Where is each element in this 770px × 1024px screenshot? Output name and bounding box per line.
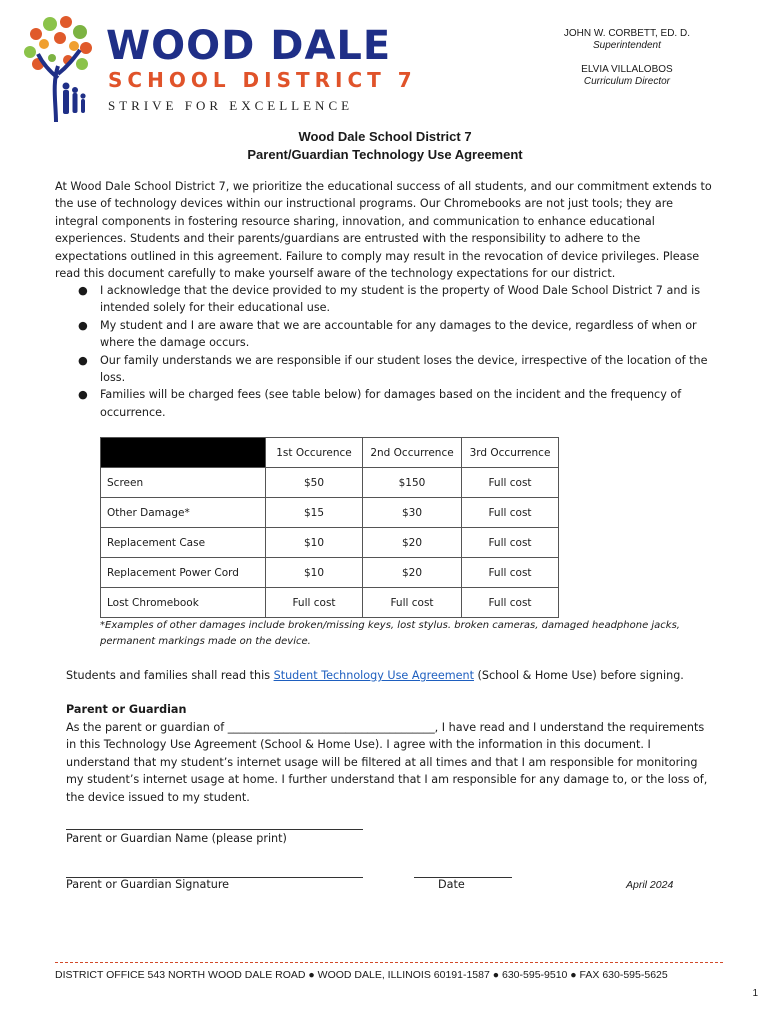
list-item: ● My student and I are aware that we are accountable for any damages to the device, regardless of when or where the damage occurs. xyxy=(78,318,697,350)
acknowledgement-list xyxy=(78,282,718,421)
director-title: Curriculum Director xyxy=(583,76,670,87)
guardian-name-label: Parent or Guardian Name (please print) xyxy=(66,832,287,845)
table-header: 2nd Occurrence xyxy=(363,438,462,468)
revision-date: April 2024 xyxy=(626,879,674,891)
director-name: ELVIA VILLALOBOS xyxy=(581,64,673,75)
list-item: ● Our family understands we are responsible if our student loses the device, irrespective of the location of the loss. xyxy=(78,353,708,385)
family-silhouette xyxy=(63,83,86,115)
intro-paragraph: At Wood Dale School District 7, we prioritize the educational success of all students, and our commitment extends to the use of technology devices within our instructional programs. Our Chromebooks are not just tools; they are integral components in fostering resource sharing, innovation, and communication to enhance educational experiences. Students and their parents/guardians are entrusted with the responsibility to adhere to the expectations outlined in this agreement. Failure to comply may result in the revocation of device privileges. Please read this document carefully to make yourself aware of the technology expectations for our district. xyxy=(55,180,712,281)
title-line-2: Parent/Guardian Technology Use Agreement xyxy=(247,147,523,162)
table-row: Other Damage* $15 $30 Full cost xyxy=(101,498,559,528)
brand-tagline: STRIVE FOR EXCELLENCE xyxy=(108,98,354,113)
guardian-statement: As the parent or guardian of _____________________________________, I have read and I understand the requirements in this Technology Use Agreement (School & Home Use). I agree with the information in this document. I understand that my student’s internet usage will be filtered at all times and that I am responsible for monitoring my student’s internet usage at home. I further understand that I am responsible for any damage to, or the loss of, the device issued to my student. xyxy=(66,721,708,804)
read-agreement-line: Students and families shall read this Student Technology Use Agreement (School & Home Use) before signing. xyxy=(66,669,684,682)
footer-address: DISTRICT OFFICE 543 NORTH WOOD DALE ROAD ● WOOD DALE, ILLINOIS 60191-1587 ● 630-595-9510 ● FAX 630-595-5625 xyxy=(55,969,668,981)
guardian-signature-label: Parent or Guardian Signature xyxy=(66,878,230,891)
superintendent-title: Superintendent xyxy=(593,40,661,51)
table-corner-cell xyxy=(101,438,266,468)
student-name-blank[interactable]: _____________________________________ xyxy=(227,721,435,734)
page-number: 1 xyxy=(752,988,758,999)
brand-name: WOOD DALE xyxy=(106,23,392,69)
table-row: Replacement Case $10 $20 Full cost xyxy=(101,528,559,558)
table-header-row xyxy=(101,438,559,468)
list-item: ● I acknowledge that the device provided to my student is the property of Wood Dale School District 7 and is intended solely for their educational use. xyxy=(78,284,701,315)
superintendent-name: JOHN W. CORBETT, ED. D. xyxy=(563,28,690,39)
guardian-name-line[interactable] xyxy=(66,829,363,830)
staff-block xyxy=(564,28,690,88)
title-line-1: Wood Dale School District 7 xyxy=(298,129,472,144)
table-header: 1st Occurence xyxy=(266,438,363,468)
district-logo-tree xyxy=(22,14,94,122)
brand-subtitle: SCHOOL DISTRICT 7 xyxy=(108,68,417,92)
table-footnote: *Examples of other damages include broken/missing keys, lost stylus. broken cameras, damaged headphone jacks, permanent markings made on the device. xyxy=(100,620,680,647)
footer-divider xyxy=(55,962,723,963)
student-agreement-link[interactable]: Student Technology Use Agreement xyxy=(273,669,474,682)
document-title xyxy=(0,128,770,164)
guardian-heading: Parent or Guardian xyxy=(66,703,187,716)
fees-table xyxy=(100,437,559,618)
list-item: ● Families will be charged fees (see table below) for damages based on the incident and the frequency of occurrence. xyxy=(78,388,682,419)
date-label: Date xyxy=(438,878,465,891)
table-header: 3rd Occurrence xyxy=(462,438,559,468)
table-row: Replacement Power Cord $10 $20 Full cost xyxy=(101,558,559,588)
table-row: Lost Chromebook Full cost Full cost Full cost xyxy=(101,588,559,618)
table-row: Screen $50 $150 Full cost xyxy=(101,468,559,498)
tree-leaves xyxy=(24,16,92,70)
